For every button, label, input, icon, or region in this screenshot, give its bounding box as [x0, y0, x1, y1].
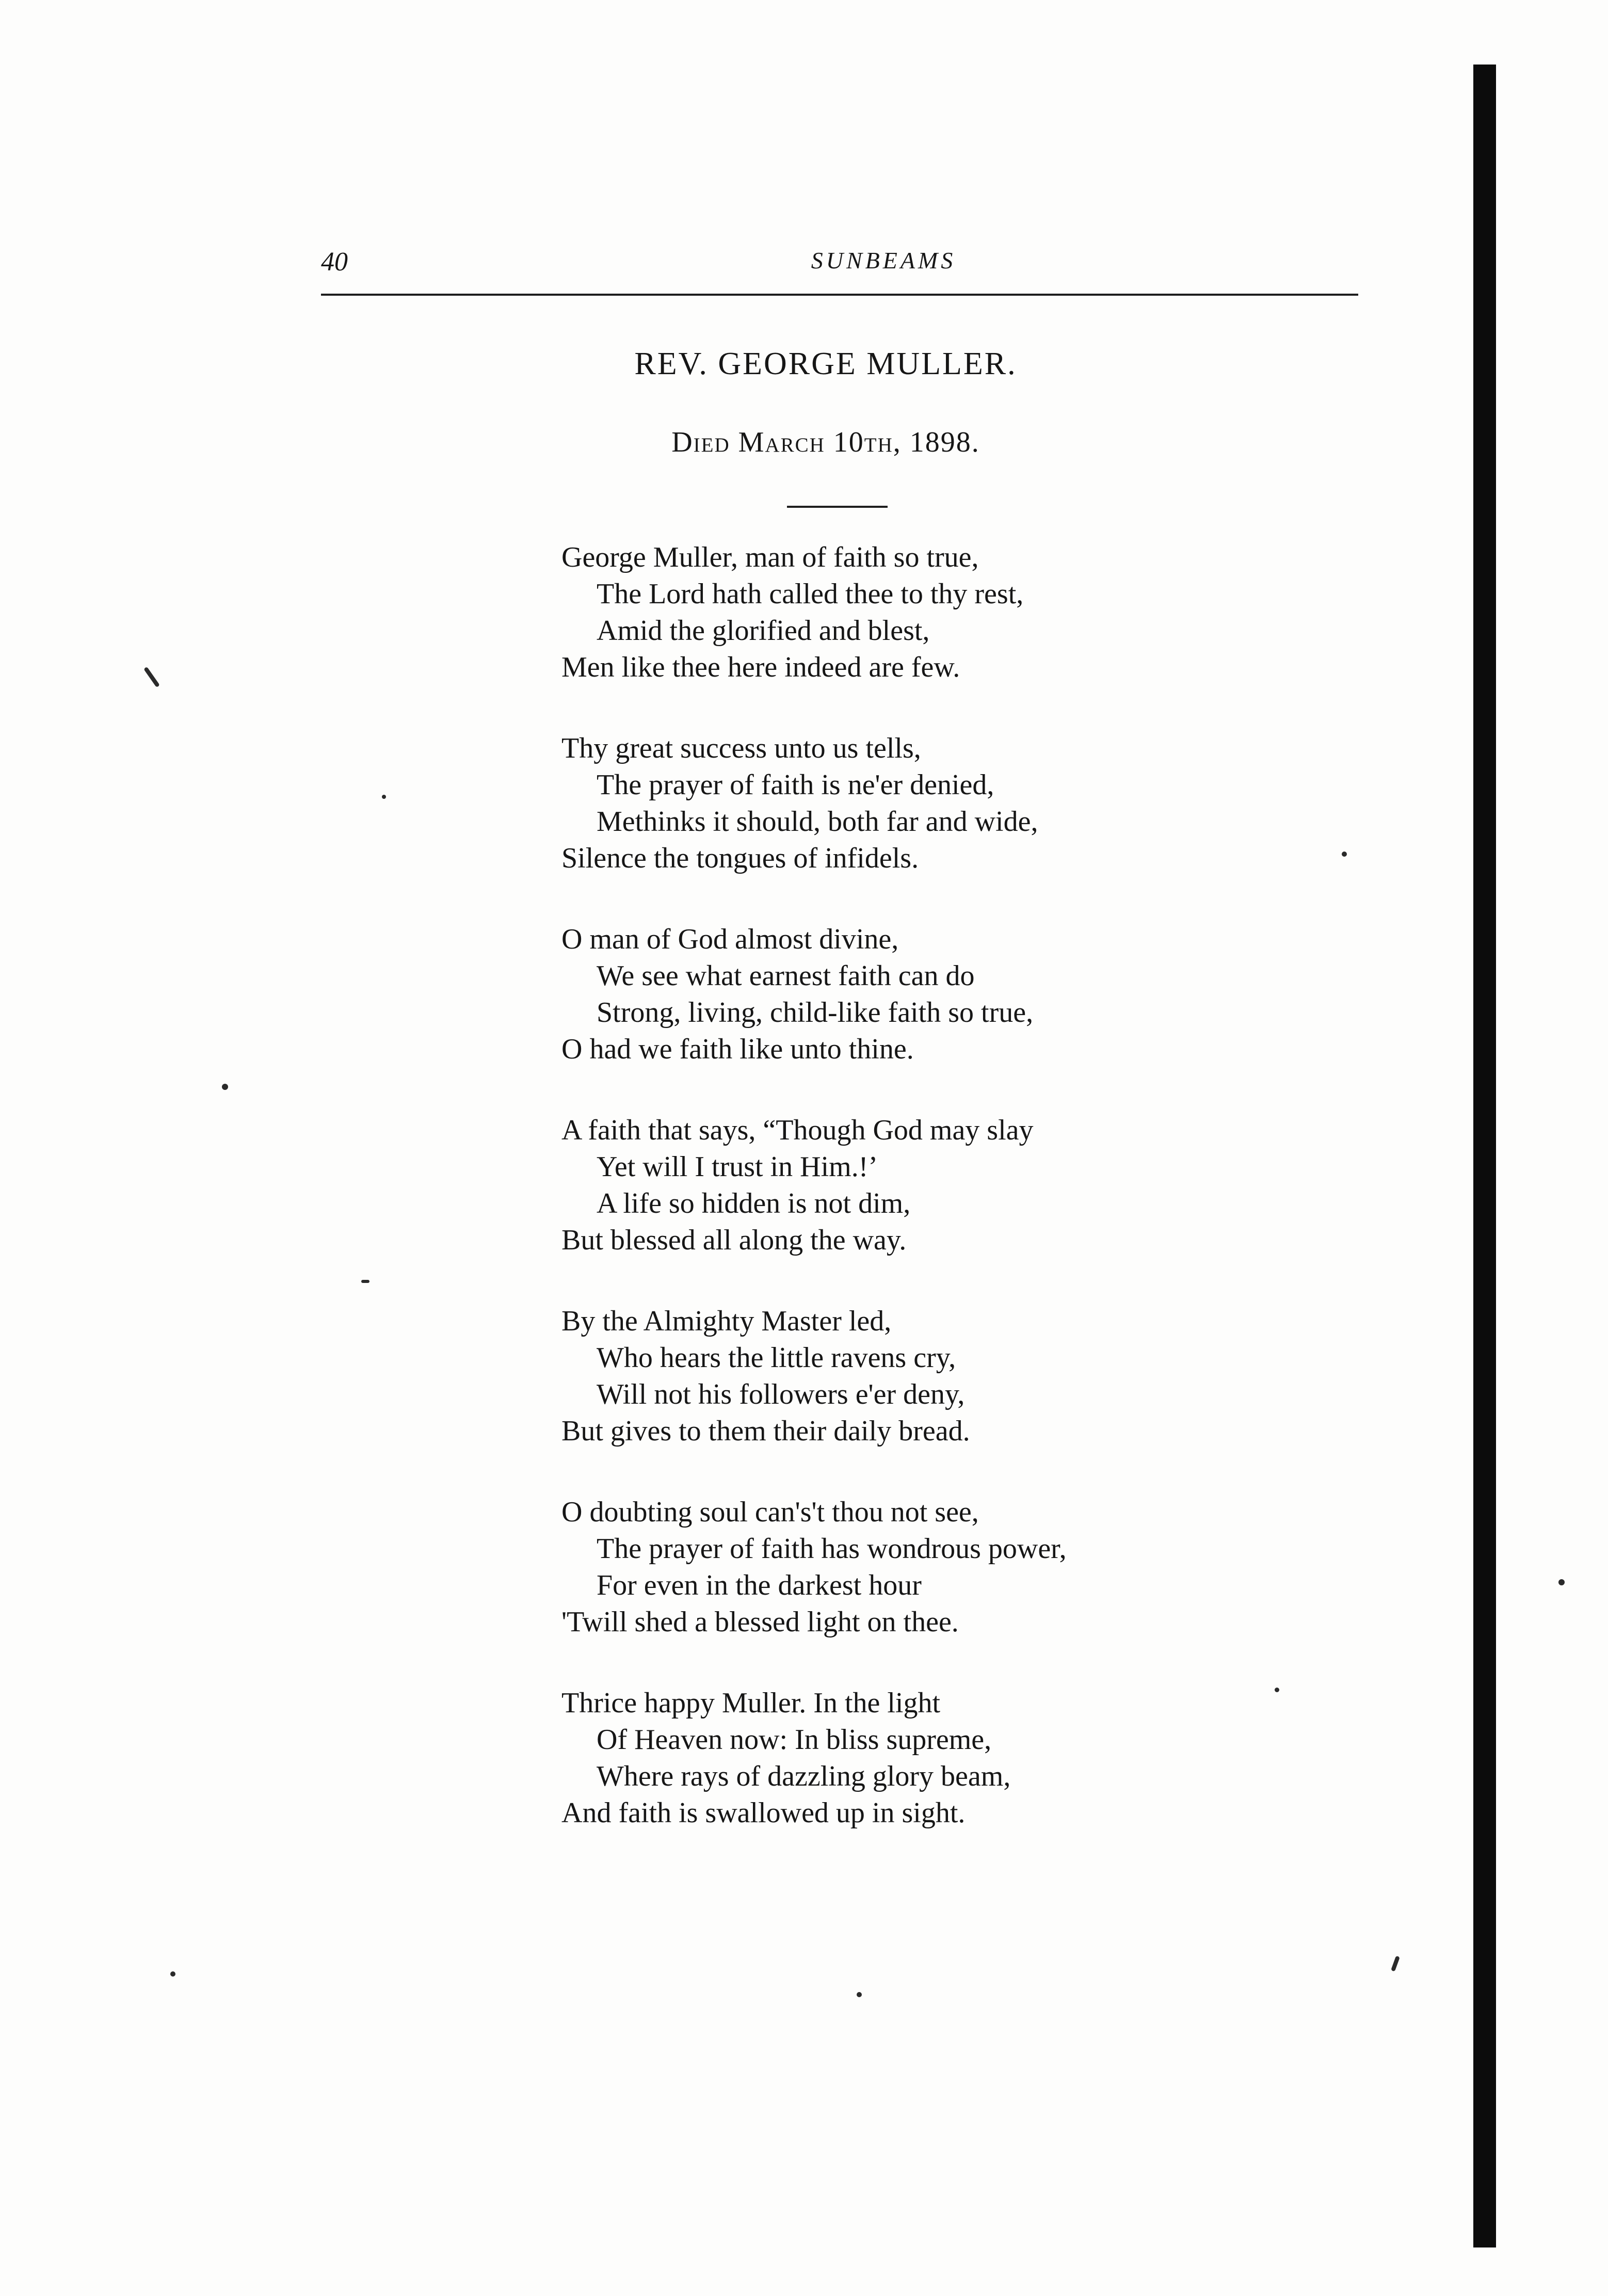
stanza-3: [561, 921, 1284, 1068]
poem-line: And faith is swallowed up in sight.: [561, 1797, 966, 1829]
stanza-7: [561, 1685, 1284, 1832]
title-divider: [787, 506, 888, 508]
poem-line: O man of God almost divine,: [561, 923, 899, 955]
poem-line: 'Twill shed a blessed light on thee.: [561, 1606, 959, 1638]
running-head: SUNBEAMS: [811, 247, 956, 274]
poem-line: Strong, living, child-like faith so true,: [597, 997, 1034, 1029]
poem-line: O doubting soul can's't thou not see,: [561, 1496, 979, 1528]
scan-speck: [361, 1280, 369, 1283]
poem-line: Who hears the little ravens cry,: [597, 1342, 956, 1374]
scan-speck: [382, 795, 386, 799]
poem-line: A faith that says, “Though God may slay: [561, 1114, 1034, 1146]
poem-line: Amid the glorified and blest,: [597, 615, 930, 647]
poem-title: REV. GEORGE MULLER.: [634, 346, 1017, 381]
scan-speck: [1275, 1688, 1279, 1692]
stanza-4: [561, 1112, 1284, 1259]
poem-line: Yet will I trust in Him.!’: [597, 1151, 878, 1183]
page-header: [321, 247, 1358, 288]
poem-subtitle: Died March 10th, 1898.: [671, 426, 980, 458]
poem-line: Where rays of dazzling glory beam,: [597, 1760, 1011, 1792]
poem-line: Men like thee here indeed are few.: [561, 651, 960, 683]
poem-body: [561, 539, 1284, 1876]
scan-speck: [1391, 1956, 1400, 1972]
poem-line: Will not his followers e'er deny,: [597, 1378, 965, 1410]
poem-line: The Lord hath called thee to thy rest,: [597, 578, 1024, 610]
scan-speck: [1342, 852, 1347, 857]
stanza-1: [561, 539, 1284, 686]
stanza-2: [561, 730, 1284, 877]
scan-speck: [1558, 1579, 1565, 1585]
poem-line: By the Almighty Master led,: [561, 1305, 892, 1337]
poem-line: George Muller, man of faith so true,: [561, 541, 979, 573]
poem-line: A life so hidden is not dim,: [597, 1187, 911, 1219]
stanza-5: [561, 1303, 1284, 1450]
poem-line: Thrice happy Muller. In the light: [561, 1687, 941, 1719]
binding-edge-shadow: [1473, 65, 1496, 2247]
poem-line: The prayer of faith is ne'er denied,: [597, 769, 994, 801]
poem-line: Thy great success unto us tells,: [561, 732, 921, 764]
poem-line: Of Heaven now: In bliss supreme,: [597, 1724, 992, 1756]
header-rule: [321, 294, 1358, 296]
poem-line: O had we faith like unto thine.: [561, 1033, 914, 1065]
scan-speck: [143, 667, 160, 688]
poem-line: But gives to them their daily bread.: [561, 1415, 970, 1447]
poem-line: But blessed all along the way.: [561, 1224, 907, 1256]
poem-line: Silence the tongues of infidels.: [561, 842, 919, 874]
scan-speck: [857, 1992, 862, 1997]
poem-line: We see what earnest faith can do: [597, 960, 975, 992]
page-number: 40: [321, 247, 348, 277]
poem-line: For even in the darkest hour: [597, 1569, 922, 1601]
stanza-6: [561, 1494, 1284, 1641]
poem-line: The prayer of faith has wondrous power,: [597, 1533, 1067, 1565]
scan-speck: [170, 1971, 175, 1977]
poem-line: Methinks it should, both far and wide,: [597, 806, 1038, 838]
scan-speck: [222, 1084, 228, 1090]
